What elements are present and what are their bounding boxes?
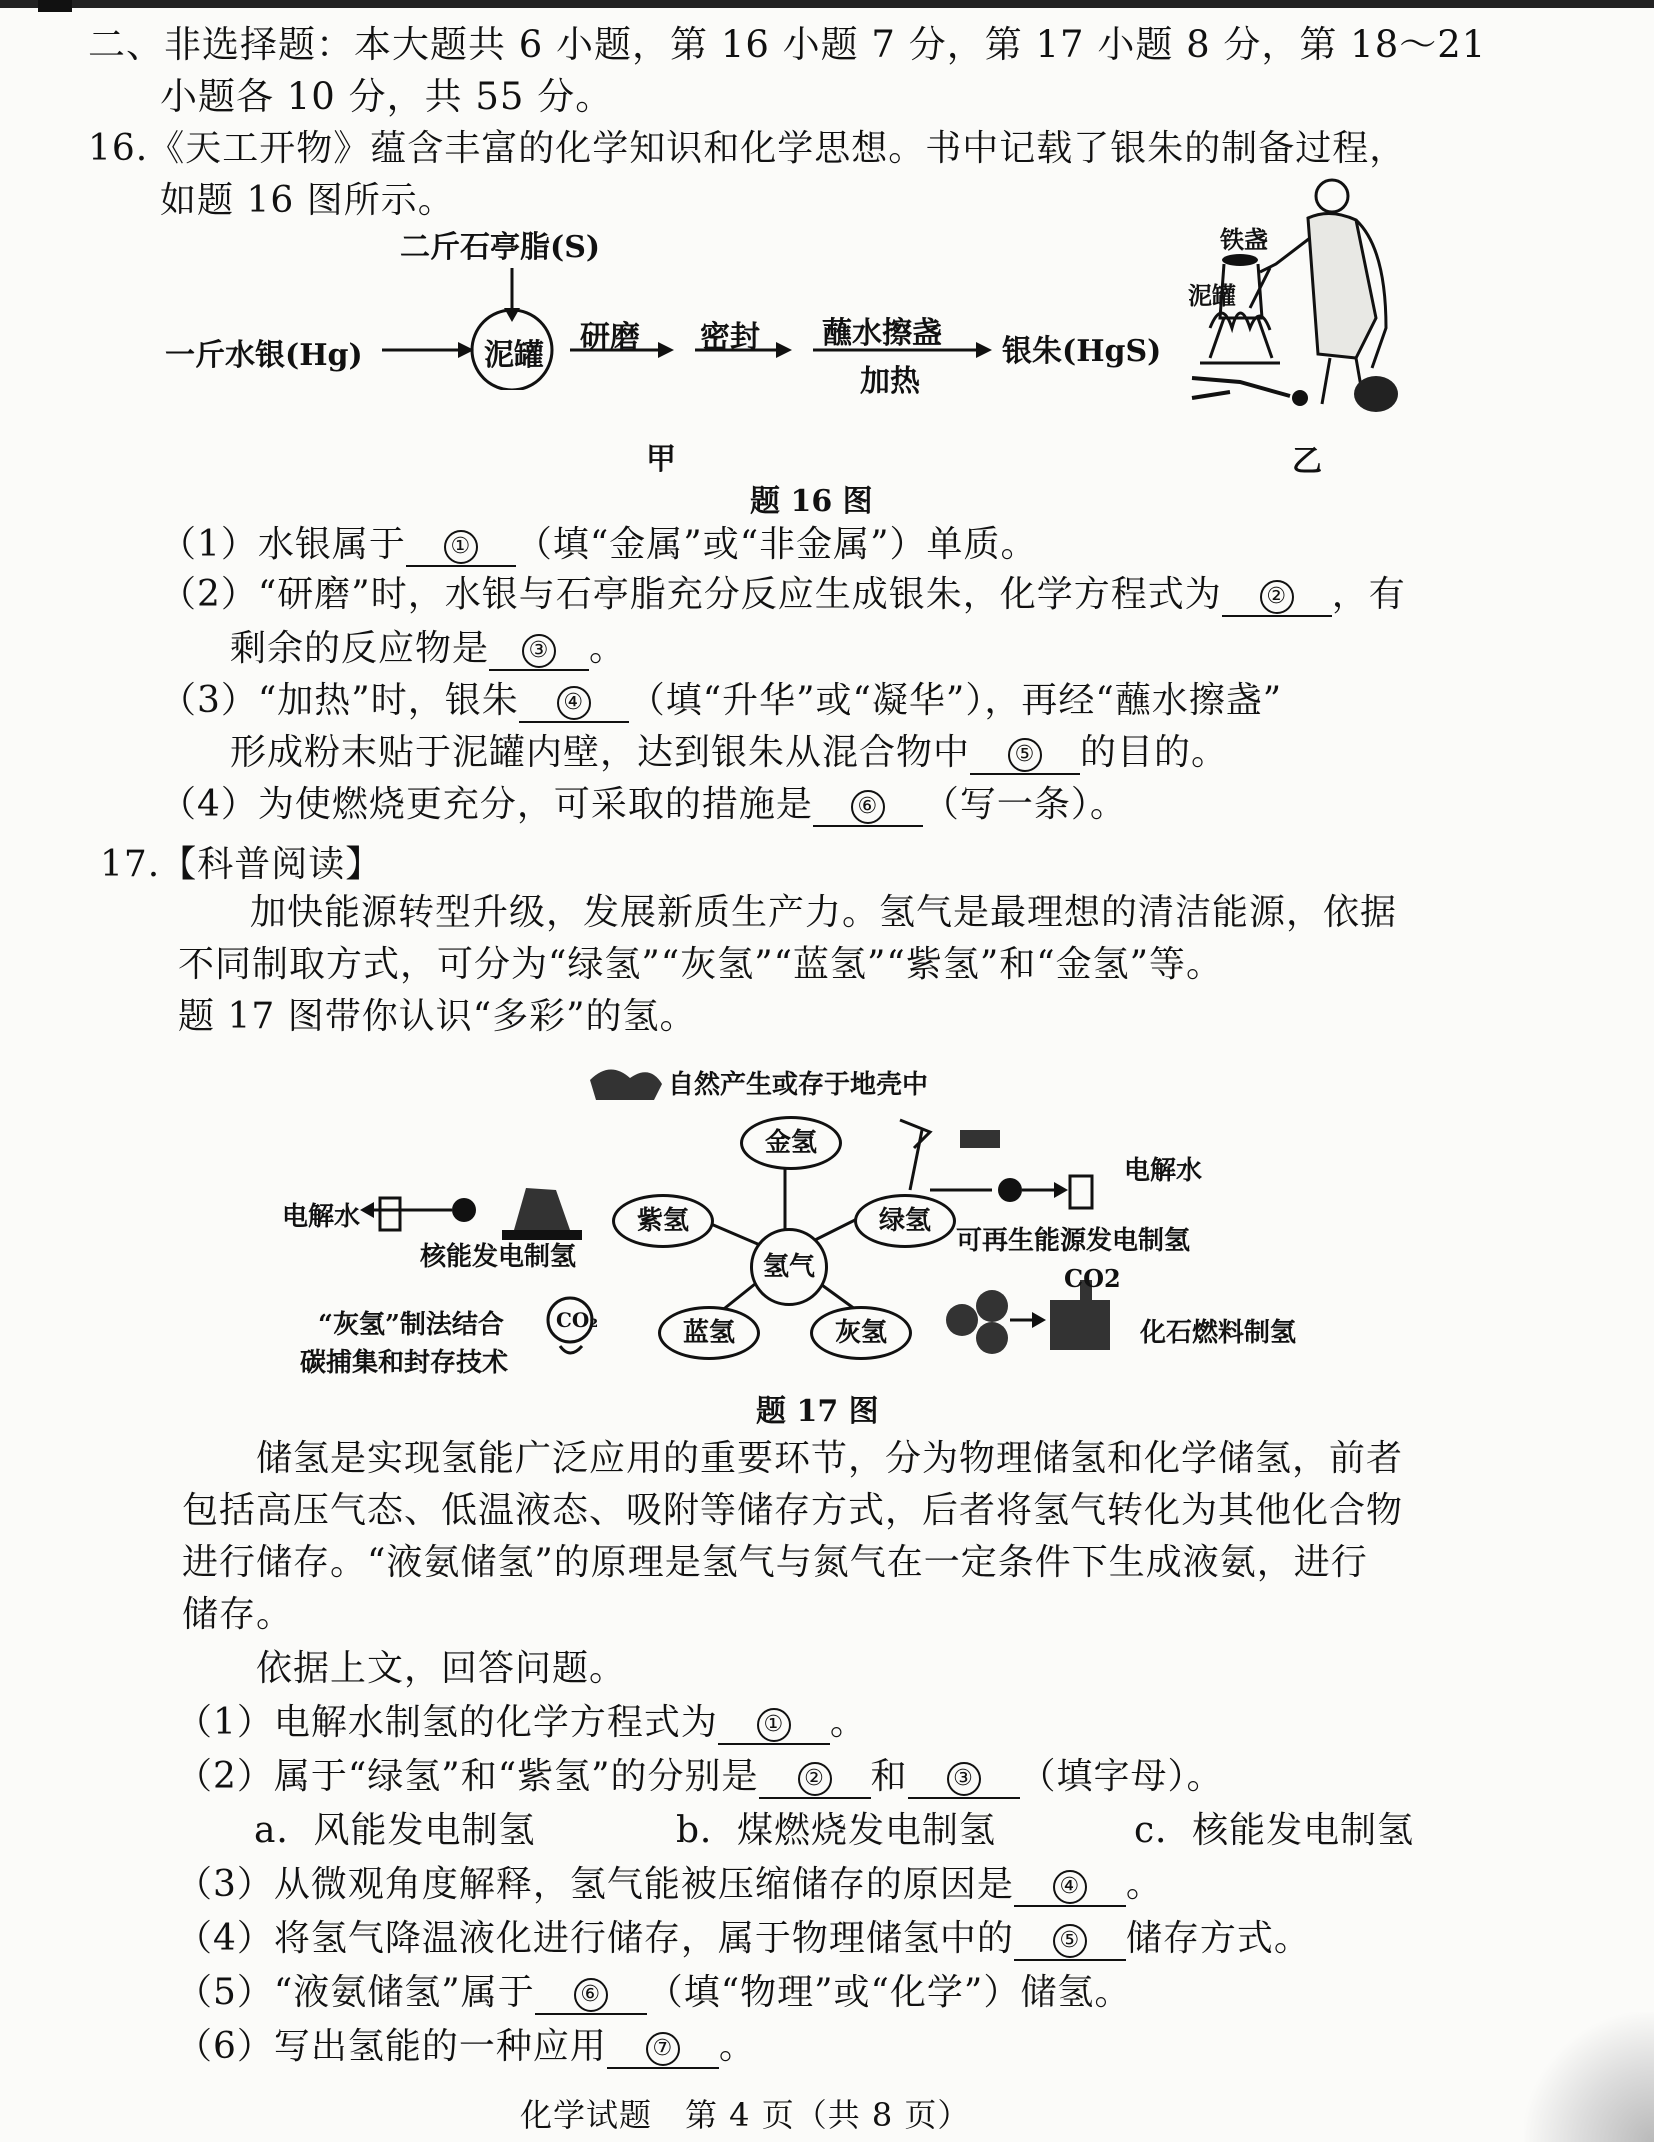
node-gold-hydrogen: 金氢 (740, 1116, 842, 1170)
step-wipe-label: 蘸水擦盏 (822, 316, 942, 351)
q17-question-1: （1）电解水制氢的化学方程式为 ① 。 (176, 1702, 867, 1743)
left-input-label: 一斤水银(Hg) (165, 338, 363, 373)
co2-label-blue: CO₂ (556, 1308, 599, 1332)
page-footer: 化学试题 第 4 页（共 8 页） (520, 2096, 971, 2134)
q16-item-3-cont: 形成粉末贴于泥罐内壁，达到银朱从混合物中 ⑤ 的目的。 (230, 732, 1229, 773)
q17-answer-blank-5[interactable]: ⑤ (1053, 1924, 1087, 1958)
q17-p2-line3: 进行储存。“液氨储氢”的原理是氢气与氮气在一定条件下生成液氨，进行 (182, 1542, 1368, 1583)
top-input-label: 二斤石亭脂(S) (400, 230, 601, 265)
blue-desc-line1: “灰氢”制法结合 (318, 1310, 504, 1340)
step-heat-label: 加热 (860, 364, 920, 399)
q17-p3: 依据上文，回答问题。 (256, 1648, 627, 1689)
q16-item-2: （2）“研磨”时，水银与石亭脂充分反应生成银朱，化学方程式为 ② ，有 (160, 574, 1406, 615)
q16-item-4: （4）为使燃烧更充分，可采取的措施是 ⑥ （写一条）。 (160, 784, 1127, 825)
node-blue-hydrogen: 蓝氢 (658, 1306, 760, 1360)
top-edge-bar (0, 0, 1654, 8)
q17-answer-blank-3[interactable]: ③ (947, 1762, 981, 1796)
gold-desc: 自然产生或存于地壳中 (668, 1070, 929, 1100)
q17-question-4: （4）将氢气降温液化进行储存，属于物理储氢中的 ⑤ 储存方式。 (176, 1918, 1311, 1959)
purple-end: 电解水 (282, 1202, 361, 1232)
step-seal-label: 密封 (700, 320, 760, 355)
gray-desc: 化石燃料制氢 (1140, 1318, 1297, 1348)
answer-blank-3[interactable]: ③ (522, 634, 556, 668)
step-grind-label: 研磨 (580, 320, 640, 355)
section-heading-line1: 二、非选择题：本大题共 6 小题，第 16 小题 7 分，第 17 小题 8 分，第 18～21 (88, 23, 1487, 66)
answer-blank-5[interactable]: ⑤ (1008, 738, 1042, 772)
purple-desc: 核能发电制氢 (420, 1242, 577, 1272)
q17-title: 17.【科普阅读】 (100, 844, 383, 885)
answer-blank-2[interactable]: ② (1260, 580, 1294, 614)
q17-answer-blank-4[interactable]: ④ (1053, 1870, 1087, 1904)
pic-label-clay-pot: 泥罐 (1188, 281, 1236, 310)
q17-p1-line3: 题 17 图带你认识“多彩”的氢。 (178, 996, 697, 1037)
q17-answer-blank-7[interactable]: ⑦ (646, 2032, 680, 2066)
q16-item-2-cont: 剩余的反应物是 ③ 。 (230, 628, 627, 669)
node-hydrogen: 氢气 (750, 1228, 828, 1306)
page-curl-shadow (1524, 2012, 1654, 2142)
section-heading-line2: 小题各 10 分，共 55 分。 (160, 75, 614, 118)
green-desc: 可再生能源发电制氢 (956, 1226, 1191, 1256)
q16-figure-caption: 题 16 图 (750, 484, 873, 519)
answer-blank-6[interactable]: ⑥ (851, 790, 885, 824)
blue-desc-line2: 碳捕集和封存技术 (300, 1348, 509, 1378)
answer-blank-4[interactable]: ④ (557, 686, 591, 720)
q16-item-3: （3）“加热”时，银朱 ④ （填“升华”或“凝华”），再经“蘸水擦盏” (160, 680, 1283, 721)
answer-blank-1[interactable]: ① (444, 530, 478, 564)
q17-answer-blank-1[interactable]: ① (757, 1708, 791, 1742)
vessel-label: 泥罐 (484, 338, 544, 373)
q17-question-3: （3）从微观角度解释，氢气能被压缩储存的原因是 ④ 。 (176, 1864, 1163, 1905)
node-gray-hydrogen: 灰氢 (810, 1306, 912, 1360)
q17-p1-line2: 不同制取方式，可分为“绿氢”“灰氢”“蓝氢”“紫氢”和“金氢”等。 (178, 944, 1224, 985)
label-jia: 甲 (646, 442, 676, 477)
option-b: b．煤燃烧发电制氢 (676, 1810, 997, 1851)
q16-intro-line2: 如题 16 图所示。 (160, 180, 455, 221)
option-c: c．核能发电制氢 (1134, 1810, 1415, 1851)
product-label: 银朱(HgS) (1002, 334, 1162, 369)
q17-answer-blank-6[interactable]: ⑥ (574, 1978, 608, 2012)
q17-p2-line4: 储存。 (182, 1594, 294, 1635)
q17-question-6: （6）写出氢能的一种应用 ⑦ 。 (176, 2026, 756, 2067)
co2-label-gray: CO2 (1064, 1264, 1121, 1293)
green-end: 电解水 (1124, 1156, 1203, 1186)
node-green-hydrogen: 绿氢 (854, 1194, 956, 1248)
q17-question-2: （2）属于“绿氢”和“紫氢”的分别是 ② 和 ③ （填字母）。 (176, 1756, 1224, 1797)
q17-p2-line2: 包括高压气态、低温液态、吸附等储存方式，后者将氢气转化为其他化合物 (182, 1490, 1404, 1531)
label-yi: 乙 (1292, 444, 1322, 479)
q17-p2-line1: 储氢是实现氢能广泛应用的重要环节，分为物理储氢和化学储氢，前者 (256, 1438, 1404, 1479)
option-a: a．风能发电制氢 (254, 1810, 536, 1851)
q17-answer-blank-2[interactable]: ② (798, 1762, 832, 1796)
q17-p1-line1: 加快能源转型升级，发展新质生产力。氢气是最理想的清洁能源，依据 (250, 892, 1398, 933)
q17-figure-caption: 题 17 图 (756, 1394, 879, 1429)
q16-item-1: （1）水银属于 ① （填“金属”或“非金属”）单质。 (160, 524, 1038, 565)
corner-mark (38, 0, 72, 12)
node-purple-hydrogen: 紫氢 (612, 1194, 714, 1248)
pic-label-iron-lid: 铁盏 (1220, 225, 1268, 254)
q16-intro-line1: 16.《天工开物》蕴含丰富的化学知识和化学思想。书中记载了银朱的制备过程， (88, 128, 1407, 169)
q17-question-5: （5）“液氨储氢”属于 ⑥ （填“物理”或“化学”）储氢。 (176, 1972, 1132, 2013)
